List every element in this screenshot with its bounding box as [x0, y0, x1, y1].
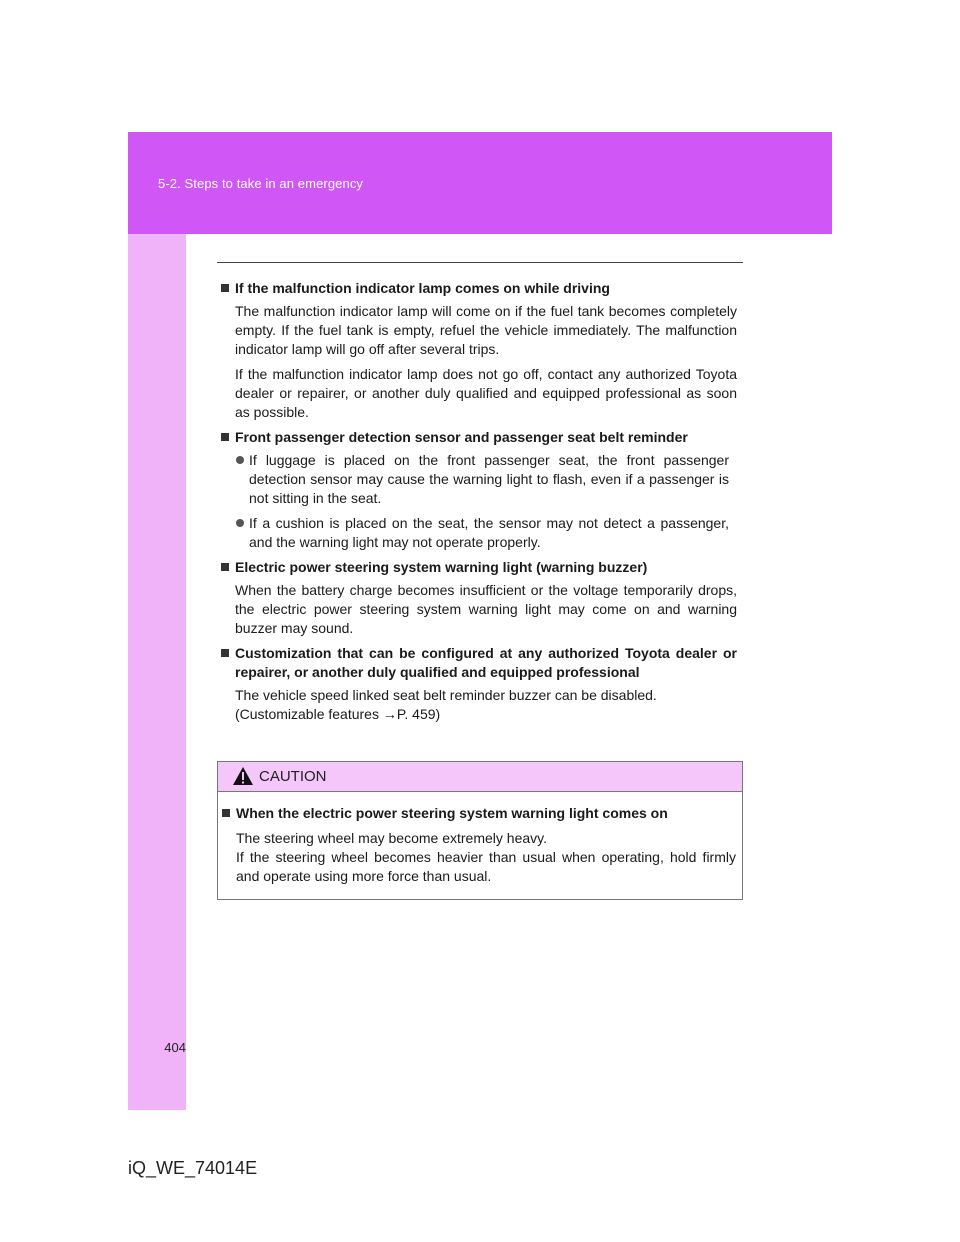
page-reference: (Customizable features →P. 459)	[235, 706, 441, 722]
square-bullet-icon	[221, 649, 229, 657]
square-bullet-icon	[221, 284, 229, 292]
document-code: iQ_WE_74014E	[128, 1158, 258, 1178]
page-number: 404	[164, 1040, 186, 1055]
caution-heading: When the electric power steering system warning light comes on	[222, 804, 736, 823]
warning-icon	[232, 766, 254, 786]
list-item: If luggage is placed on the front passenger seat, the front passenger detection sensor may cause the warning light to flash, even if a passenger is not sitting in the seat.	[235, 451, 729, 508]
heading-malfunction-lamp: If the malfunction indicator lamp comes on while driving	[221, 279, 737, 298]
side-band	[128, 234, 186, 1110]
section-title: 5-2. Steps to take in an emergency	[158, 176, 364, 191]
square-bullet-icon	[221, 563, 229, 571]
paragraph: The vehicle speed linked seat belt reminder buzzer can be disabled. (Customizable features →P. 459)	[235, 687, 657, 722]
round-bullet-icon	[236, 519, 244, 527]
list-item: If a cushion is placed on the seat, the sensor may not detect a passenger, and the warning light may not operate properly.	[235, 514, 729, 552]
main-content	[221, 279, 737, 730]
caution-body	[218, 792, 742, 886]
caution-header	[218, 762, 742, 792]
round-bullet-icon	[236, 456, 244, 464]
heading-passenger-sensor: Front passenger detection sensor and passenger seat belt reminder	[221, 428, 737, 447]
caution-label: CAUTION	[259, 768, 327, 785]
paragraph: If the malfunction indicator lamp does not go off, contact any authorized Toyota dealer or repairer, or another duly qualified and equipped professional as soon as possible.	[235, 366, 737, 420]
paragraph: The malfunction indicator lamp will come on if the fuel tank becomes completely empty. If the fuel tank is empty, refuel the vehicle immediately. The malfunction indicator lamp will go off after several trips.	[235, 303, 737, 357]
top-divider	[217, 262, 743, 263]
square-bullet-icon	[222, 809, 230, 817]
paragraph: When the battery charge becomes insufficient or the voltage temporarily drops, the electric power steering system warning light may come on and warning buzzer may sound.	[235, 582, 737, 636]
heading-customization: Customization that can be configured at any authorized Toyota dealer or repairer, or another duly qualified and equipped professional	[221, 644, 737, 682]
caution-box	[217, 761, 743, 900]
square-bullet-icon	[221, 433, 229, 441]
caution-paragraph: The steering wheel may become extremely heavy. If the steering wheel becomes heavier than usual when operating, hold firmly and operate using more force than usual.	[236, 830, 736, 884]
heading-eps-warning: Electric power steering system warning light (warning buzzer)	[221, 558, 737, 577]
